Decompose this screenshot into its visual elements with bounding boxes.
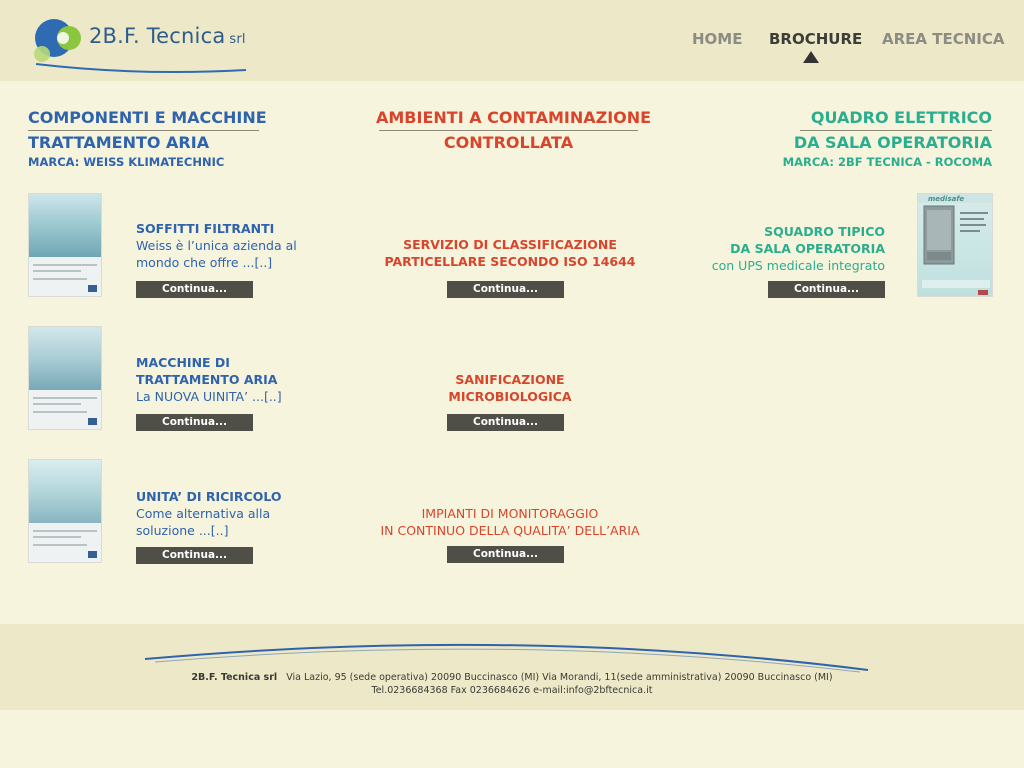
left-column-heading (28, 106, 267, 169)
center-item-2-line2: MICROBIOLOGICA (448, 389, 572, 404)
left-item-1-title: SOFFITTI FILTRANTI (136, 221, 275, 236)
brand-badge-icon (88, 551, 97, 558)
center-item-2-line1: SANIFICAZIONE (455, 372, 565, 387)
left-heading-line1: COMPONENTI E MACCHINE (28, 108, 267, 127)
brand-badge-icon (88, 418, 97, 425)
center-heading-line1: AMBIENTI A CONTAMINAZIONE (376, 108, 652, 127)
right-item-title2: DA SALA OPERATORIA (730, 241, 885, 256)
brochure-thumb-soffitti[interactable] (28, 193, 102, 297)
right-item-1 (700, 223, 885, 274)
nav-brochure[interactable]: BROCHURE (769, 30, 863, 48)
header (0, 0, 1024, 81)
brand-badge-icon (88, 285, 97, 292)
center-item-1 (370, 236, 650, 270)
brochure-thumb-ricircolo[interactable] (28, 459, 102, 563)
continua-button-monitoraggio[interactable]: Continua... (447, 546, 564, 563)
electrical-cabinet-icon (918, 194, 993, 297)
room-photo-icon (29, 194, 101, 257)
continua-button-macchine[interactable]: Continua... (136, 414, 253, 431)
continua-button-sanificazione[interactable]: Continua... (447, 414, 564, 431)
right-item-line1: con UPS medicale integrato (711, 258, 885, 273)
logo-suffix: srl (229, 32, 246, 47)
left-item-2 (136, 354, 282, 405)
right-heading-line2: DA SALA OPERATORIA (793, 133, 992, 152)
left-item-2-title: MACCHINE DI (136, 355, 230, 370)
center-item-3-line1: IMPIANTI DI MONITORAGGIO (421, 506, 599, 521)
brochure-thumb-macchine[interactable] (28, 326, 102, 430)
center-item-1-line1: SERVIZIO DI CLASSIFICAZIONE (403, 237, 617, 252)
active-nav-indicator-icon (803, 51, 819, 63)
footer-address (0, 672, 1024, 683)
nav-home[interactable]: HOME (692, 30, 743, 48)
left-item-2-title2: TRATTAMENTO ARIA (136, 372, 278, 387)
continua-button-quadro[interactable]: Continua... (768, 281, 885, 298)
right-heading-brand: MARCA: 2BF TECNICA - ROCOMA (782, 155, 992, 169)
footer-contacts: Tel.0236684368 Fax 0236684626 e-mail:info@2bftecnica.it (371, 685, 653, 696)
center-item-2 (370, 371, 650, 405)
room-photo-icon (29, 327, 101, 390)
center-item-3-line2: IN CONTINUO DELLA QUALITA’ DELL’ARIA (380, 523, 640, 538)
nav-area-tecnica[interactable]: AREA TECNICA (882, 30, 1005, 48)
center-item-3 (360, 505, 660, 539)
continua-button-ricircolo[interactable]: Continua... (136, 547, 253, 564)
center-heading-line2: CONTROLLATA (443, 133, 574, 152)
left-item-1 (136, 220, 297, 271)
right-column-heading (780, 106, 992, 169)
left-item-3-line2: soluzione ...[..] (136, 523, 229, 538)
left-item-3 (136, 488, 282, 539)
continua-button-classificazione[interactable]: Continua... (447, 281, 564, 298)
left-item-3-line1: Come alternativa alla (136, 506, 271, 521)
logo-name: 2B.F. Tecnica (89, 24, 226, 48)
footer-address-text: Via Lazio, 95 (sede operativa) 20090 Buccinasco (MI) Via Morandi, 11(sede amministrativa) 20090 Buccinasco (MI) (286, 672, 833, 683)
brochure-thumb-quadro[interactable] (917, 193, 993, 297)
left-heading-line2: TRATTAMENTO ARIA (28, 133, 210, 152)
room-photo-icon (29, 460, 101, 523)
left-item-1-line1: Weiss è l’unica azienda al (136, 238, 297, 253)
footer (0, 624, 1024, 710)
center-item-1-line2: PARTICELLARE SECONDO ISO 14644 (384, 254, 636, 269)
right-item-title1: SQUADRO TIPICO (764, 224, 885, 239)
logo-text (89, 24, 246, 48)
continua-button-soffitti[interactable]: Continua... (136, 281, 253, 298)
left-item-2-line1: La NUOVA UINITA’ ...[..] (136, 389, 282, 404)
footer-wave-icon (0, 624, 1024, 674)
svg-text:medisafe: medisafe (928, 195, 965, 203)
logo[interactable] (28, 14, 258, 74)
left-item-1-line2: mondo che offre ...[..] (136, 255, 273, 270)
footer-company: 2B.F. Tecnica srl (191, 672, 278, 683)
right-heading-line1: QUADRO ELETTRICO (810, 108, 992, 127)
left-item-3-title: UNITA’ DI RICIRCOLO (136, 489, 282, 504)
left-heading-brand: MARCA: WEISS KLIMATECHNIC (28, 155, 225, 169)
center-column-heading (376, 106, 652, 155)
